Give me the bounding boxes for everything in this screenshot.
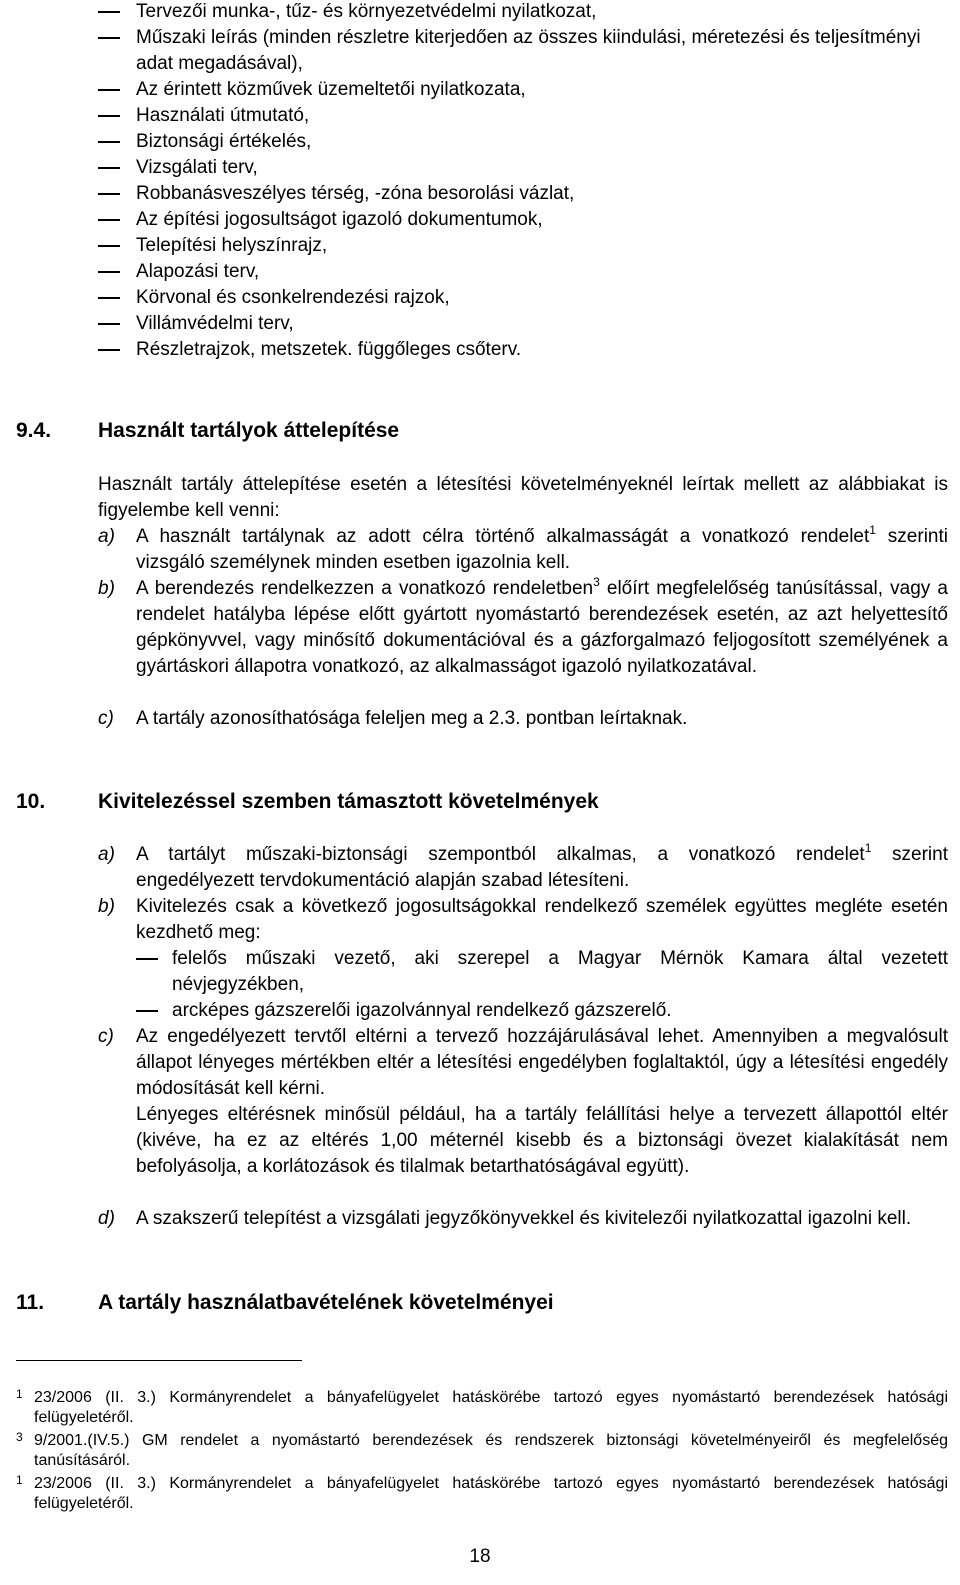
dash-bullet: [98, 89, 120, 91]
list-item: Részletrajzok, metszetek. függőleges csőterv.: [0, 337, 960, 363]
list-item: Biztonsági értékelés,: [0, 129, 960, 155]
item-marker: a): [98, 526, 115, 547]
footnote-ref: 3: [593, 575, 600, 589]
dash-bullet: [98, 167, 120, 169]
item-marker: c): [98, 708, 114, 729]
section-heading-9-4: [16, 418, 399, 444]
dash-bullet: [98, 323, 120, 325]
item-10-b: b) Kivitelezés csak a következő jogosultságokkal rendelkező személek együttes megléte esetén kezdhető meg: felelős műszaki vezető, aki szerepel a Magyar Mérnök Kamara által vezetett névjegyzékben, arcképes gázszerelői igazolvánnyal rendelkező gázszerelő.: [98, 894, 948, 1024]
dash-bullet: [98, 141, 120, 143]
dash-bullet: [98, 297, 120, 299]
list-item: Körvonal és csonkelrendezési rajzok,: [0, 285, 960, 311]
item-10-d: d) A szakszerű telepítést a vizsgálati jegyzőkönyvekkel és kivitelezői nyilatkozattal igazolni kell.: [98, 1206, 948, 1232]
list-item: Műszaki leírás (minden részletre kiterjedően az összes kiindulási, méretezési és teljesítményi adat megadásával),: [0, 25, 960, 77]
list-item: Tervezői munka-, tűz- és környezetvédelmi nyilatkozat,: [0, 0, 960, 25]
item-10-c: c) Az engedélyezett tervtől eltérni a tervező hozzájárulásával lehet. Amennyiben a megvalósult állapot lényeges mértékben eltér a létesítési engedélyben foglaltaktól, úgy a létesítési engedély módosítását kell kérni. Lényeges eltérésnek minősül például, ha a tartály felállítási helye a tervezett állapottól eltér (kivéve, ha ez az eltérés 1,00 méternél kisebb és a biztonsági övezet kialakítását nem befolyásolja, a korlátozások és tilalmak betarthatóságával együtt).: [98, 1026, 948, 1177]
dash-bullet: [98, 271, 120, 273]
item-9-4-a: a) A használt tartálynak az adott célra történő alkalmasságát a vonatkozó rendelet$^1$ szerinti vizsgáló személynek minden esetben igazolnia kell.: [98, 523, 948, 573]
list-item: Az érintett közművek üzemeltetői nyilatkozata,: [0, 77, 960, 103]
list-item: Vizsgálati terv,: [0, 155, 960, 181]
item-marker: a): [98, 844, 115, 865]
dash-bullet: [98, 115, 120, 117]
item-9-4-b: b) A berendezés rendelkezzen a vonatkozó rendeletben$^3$ előírt megfelelőség tanúsítással, vagy a rendelet hatályba lépése előtt gyártott nyomástartó berendezések esetén, az azt helyettesítő gépkönyvvel, vagy minősítő dokumentációval és a gázforgalmazó feljogosított személyének a gyártáskori állapotra vonatkozó, az alkalmasságot igazoló nyilatkozatával.: [98, 575, 948, 677]
section-number: 11.: [16, 1291, 45, 1314]
footnote-separator: [16, 1360, 302, 1361]
item-9-4-c: c) A tartály azonosíthatósága feleljen meg a 2.3. pontban leírtaknak.: [98, 706, 948, 732]
footnote: 1 23/2006 (II. 3.) Kormányrendelet a bányafelügyelet hatáskörébe tartozó egyes nyomástartó berendezések hatósági felügyeletéről.: [16, 1474, 948, 1514]
section-number: 9.4.: [16, 419, 52, 442]
footnote-mark: 1: [16, 1473, 23, 1487]
item-marker: c): [98, 1026, 114, 1047]
dash-bullet: [98, 11, 120, 13]
footnote-mark: 3: [16, 1430, 23, 1444]
item-marker: b): [98, 578, 115, 599]
dash-bullet: [98, 349, 120, 351]
list-item: Telepítési helyszínrajz,: [0, 233, 960, 259]
dash-bullet: [98, 219, 120, 221]
section-heading-10: [16, 789, 599, 815]
dash-bullet: [98, 37, 120, 39]
section-title: Használt tartályok áttelepítése: [98, 419, 400, 442]
list-item: Az építési jogosultságot igazoló dokumentumok,: [0, 207, 960, 233]
item-10-a: a) A tartályt műszaki-biztonsági szempontból alkalmas, a vonatkozó rendelet$^1$ szerint engedélyezett tervdokumentáció alapján szabad létesíteni.: [98, 841, 948, 891]
footnote: 3 9/2001.(IV.5.) GM rendelet a nyomástartó berendezések és rendszerek biztonsági követelményeiről és megfelelőség tanúsításáról.: [16, 1431, 948, 1471]
dash-bullet: [136, 1010, 158, 1012]
list-item: arcképes gázszerelői igazolvánnyal rendelkező gázszerelő.: [136, 998, 948, 1024]
footnote-mark: 1: [16, 1387, 23, 1401]
dash-bullet: [98, 245, 120, 247]
dash-bullet: [136, 958, 158, 960]
section-intro: Használt tartály áttelepítése esetén a létesítési követelményeknél leírtak mellett az alábbiakat is figyelembe kell venni:: [98, 474, 948, 521]
item-marker: b): [98, 896, 115, 917]
page-number: 18: [469, 1546, 491, 1567]
footnote: 1 23/2006 (II. 3.) Kormányrendelet a bányafelügyelet hatáskörébe tartozó egyes nyomástartó berendezések hatósági felügyeletéről.: [16, 1388, 948, 1428]
dash-bullet: [98, 193, 120, 195]
section-title: Kivitelezéssel szemben támasztott követelmények: [98, 790, 599, 813]
list-item: Villámvédelmi terv,: [0, 311, 960, 337]
item-marker: d): [98, 1208, 115, 1229]
list-item: Robbanásveszélyes térség, -zóna besorolási vázlat,: [0, 181, 960, 207]
footnote-ref: 1: [869, 523, 876, 537]
section-number: 10.: [16, 790, 46, 813]
list-item: Alapozási terv,: [0, 259, 960, 285]
list-item: felelős műszaki vezető, aki szerepel a Magyar Mérnök Kamara által vezetett névjegyzékben,: [136, 946, 948, 998]
footnote-ref: 1: [864, 841, 872, 855]
required-documents-list: [0, 0, 960, 363]
section-heading-11: [16, 1290, 554, 1316]
section-title: A tartály használatbavételének követelményei: [98, 1291, 554, 1314]
list-item: Használati útmutató,: [0, 103, 960, 129]
